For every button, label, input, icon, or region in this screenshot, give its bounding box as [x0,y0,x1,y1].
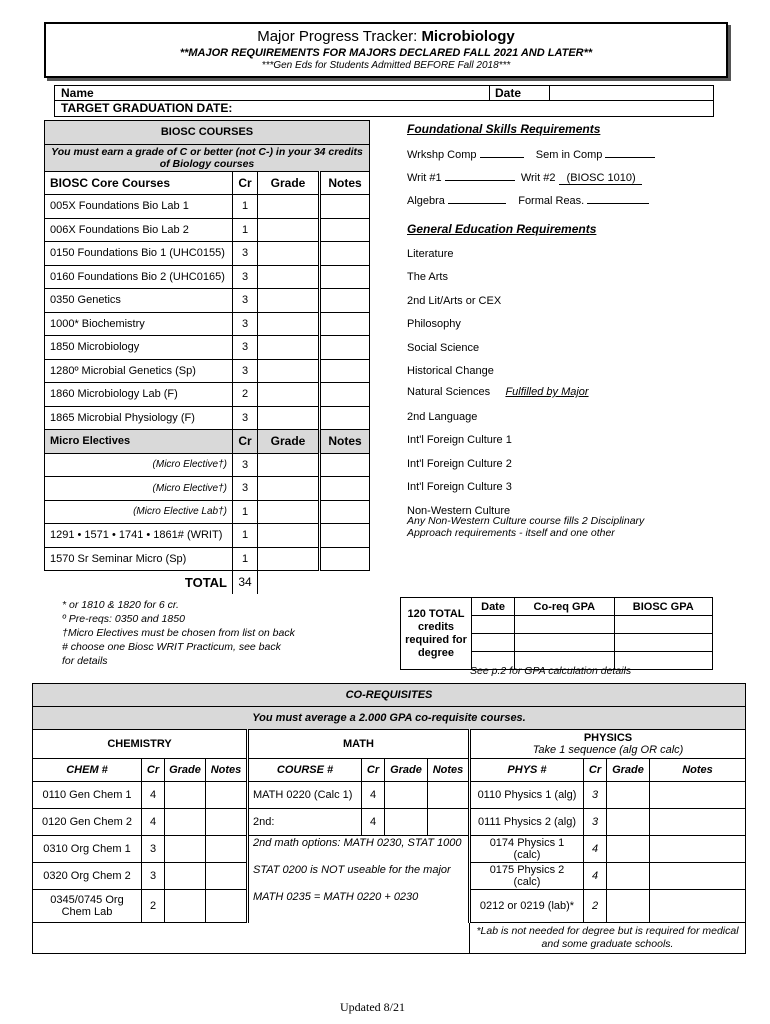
biosc-course-row [45,242,370,266]
notes-cell[interactable] [320,547,370,571]
grade-cell[interactable] [258,336,320,360]
grade-cell[interactable] [258,524,320,548]
gened-label: 2nd Language [407,411,478,423]
cr-header: Cr [233,171,258,195]
student-info-box [54,85,714,117]
chem-course: 0110 Gen Chem 1 [33,782,142,809]
grade-cell[interactable] [607,863,650,890]
page-title: Major Progress Tracker: Microbiology [257,28,515,45]
notes-cell[interactable] [320,477,370,501]
gpa-cell[interactable] [614,616,713,634]
course-credits: 3 [233,406,258,430]
formal-label: Formal Reas. [518,195,585,207]
core-header: BIOSC Core Courses [45,171,233,195]
notes-cell[interactable] [206,809,248,836]
notes-cell[interactable] [650,809,746,836]
grade-cell[interactable] [165,782,206,809]
chem-credits: 2 [142,890,165,923]
gened-item [407,432,516,446]
phys-credits: 3 [584,782,607,809]
writ2-value: (BIOSC 1010) [559,172,642,185]
gened-item [407,269,452,283]
coreq-subtitle: You must average a 2.000 GPA co-requisite courses. [33,707,746,730]
phys-course: 0174 Physics 1 (calc) [470,836,584,863]
course-name: 005X Foundations Bio Lab 1 [45,195,233,219]
coreq-row [33,890,746,923]
notes-cell[interactable] [320,524,370,548]
grade-header: Grade [258,430,320,454]
grade-cell[interactable] [607,782,650,809]
phys-course: 0175 Physics 2 (calc) [470,863,584,890]
biosc-course-row [45,477,370,501]
phys-course: 0111 Physics 2 (alg) [470,809,584,836]
course-credits: 3 [233,336,258,360]
grade-cell[interactable] [258,359,320,383]
grade-col-header: Grade [165,759,206,782]
cr-col-header: Cr [584,759,607,782]
footnote: # choose one Biosc WRIT Practicum, see back [62,641,281,653]
grade-cell[interactable] [385,809,428,836]
biosc-course-row [45,547,370,571]
course-name: 1000* Biochemistry [45,312,233,336]
notes-cell[interactable] [320,312,370,336]
name-label: Name [61,86,94,100]
footnote: for details [62,655,108,667]
phys-credits: 4 [584,863,607,890]
grade-cell[interactable] [385,782,428,809]
course-name: (Micro Elective†) [45,453,233,477]
biosc-course-row [45,218,370,242]
biosc-course-row [45,336,370,360]
grade-cell[interactable] [258,477,320,501]
wrkshp-label: Wrkshp Comp [407,149,477,161]
phys-col-header: PHYS # [470,759,584,782]
algebra-label: Algebra [407,195,445,207]
writ-row [407,170,642,184]
notes-cell[interactable] [320,265,370,289]
natural-value: Fulfilled by Major [505,386,589,398]
gened-title: General Education Requirements [407,222,597,236]
nonwestern-note: Any Non-Western Culture course fills 2 Disciplinary Approach requirements - itself and one other [407,515,645,539]
gened-item [407,409,481,423]
math-course: 2nd: [248,809,362,836]
chem-credits: 4 [142,809,165,836]
course-credits: 2 [233,383,258,407]
biosc-course-row [45,289,370,313]
gened-item [407,363,498,377]
course-credits: 3 [233,265,258,289]
grade-cell[interactable] [258,289,320,313]
gpa-cell[interactable] [515,616,614,634]
gpa-cell[interactable] [515,634,614,652]
notes-cell[interactable] [206,836,248,863]
notes-header: Notes [320,430,370,454]
notes-cell[interactable] [320,195,370,219]
footnote: * or 1810 & 1820 for 6 cr. [62,599,179,611]
biosc-course-row [45,312,370,336]
gened-item [407,246,457,260]
grade-cell[interactable] [165,836,206,863]
notes-cell[interactable] [320,406,370,430]
gened-label: Social Science [407,341,480,354]
grade-cell[interactable] [258,406,320,430]
phys-course: 0212 or 0219 (lab)* [470,890,584,923]
gened-label: Int'l Foreign Culture 1 [407,434,512,447]
grad-date-label: TARGET GRADUATION DATE: [61,101,233,115]
course-name: (Micro Elective†) [45,477,233,501]
total-label: TOTAL [45,571,233,594]
gened-label: 2nd Lit/Arts or CEX [407,294,502,307]
cr-col-header: Cr [142,759,165,782]
course-credits: 3 [233,312,258,336]
grade-cell[interactable] [258,312,320,336]
course-name: 1291 • 1571 • 1741 • 1861# (WRIT) [45,524,233,548]
notes-cell[interactable] [320,336,370,360]
notes-cell[interactable] [320,359,370,383]
gen-ed-note: ***Gen Eds for Students Admitted BEFORE Fall 2018*** [261,60,511,71]
notes-header: Notes [320,171,370,195]
grade-cell[interactable] [258,265,320,289]
grade-cell[interactable] [258,218,320,242]
foundational-title: Foundational Skills Requirements [407,122,601,136]
grade-col-header: Grade [385,759,428,782]
page-subtitle: **MAJOR REQUIREMENTS FOR MAJORS DECLARED FALL 2021 AND LATER** [179,47,593,59]
course-name: 1865 Microbial Physiology (F) [45,406,233,430]
header-box [44,22,728,78]
gened-item [407,456,516,470]
math-note: 2nd math options: MATH 0230, STAT 1000 [248,836,470,863]
course-credits: 1 [233,547,258,571]
biosc-course-row [45,500,370,524]
phys-course: 0110 Physics 1 (alg) [470,782,584,809]
natural-label: Natural Sciences [407,386,491,398]
writ2-label: Writ #2 [520,172,556,184]
updated-footer: Updated 8/21 [340,1000,405,1014]
chem-course: 0310 Org Chem 1 [33,836,142,863]
course-credits: 1 [233,500,258,524]
wrkshp-row [407,147,655,161]
course-credits: 1 [233,195,258,219]
chem-credits: 3 [142,863,165,890]
gened-label: Philosophy [407,318,461,331]
notes-cell[interactable] [320,218,370,242]
notes-cell[interactable] [320,383,370,407]
cr-header: Cr [233,430,258,454]
coreq-gpa-header: Co-req GPA [515,598,614,616]
biosc-course-row [45,265,370,289]
math-note: MATH 0235 = MATH 0220 + 0230 [248,890,470,923]
gened-item [407,293,505,307]
chem-course: 0345/0745 Org Chem Lab [33,890,142,923]
date-label: Date [495,86,522,100]
notes-cell[interactable] [650,863,746,890]
notes-cell[interactable] [320,289,370,313]
math-note: STAT 0200 is NOT useable for the major [248,863,470,890]
notes-cell[interactable] [428,809,470,836]
notes-cell[interactable] [206,782,248,809]
course-credits: 1 [233,218,258,242]
biosc-table [44,120,370,594]
notes-cell[interactable] [320,453,370,477]
phys-subtitle: Take 1 sequence (alg OR calc) [532,744,684,756]
notes-col-header: Notes [206,759,248,782]
course-col-header: COURSE # [248,759,362,782]
chem-credits: 4 [142,782,165,809]
chem-course: 0320 Org Chem 2 [33,863,142,890]
course-name: 0150 Foundations Bio 1 (UHC0155) [45,242,233,266]
course-name: (Micro Elective Lab†) [45,500,233,524]
notes-cell[interactable] [206,863,248,890]
notes-cell[interactable] [650,782,746,809]
grade-requirement-note: You must earn a grade of C or better (not C-) in your 34 credits of Biology courses [45,144,370,171]
gpa-note: See p.2 for GPA calculation details [470,665,632,677]
phys-title-cell [470,730,746,759]
coreq-table [32,683,746,954]
math-title: MATH [248,730,470,759]
chem-col-header: CHEM # [33,759,142,782]
gened-label: Literature [407,248,454,260]
course-credits: 3 [233,242,258,266]
gpa-cell[interactable] [614,634,713,652]
footnote: †Micro Electives must be chosen from list on back [62,627,295,639]
algebra-row [407,193,649,207]
chem-course: 0120 Gen Chem 2 [33,809,142,836]
course-credits: 3 [233,453,258,477]
notes-cell[interactable] [320,500,370,524]
gened-item [407,340,483,354]
gened-item [407,479,516,493]
grade-cell[interactable] [258,500,320,524]
grade-cell[interactable] [165,809,206,836]
phys-credits: 3 [584,809,607,836]
biosc-footnotes [62,598,295,668]
notes-cell[interactable] [320,242,370,266]
biosc-course-row [45,406,370,430]
coreq-row [33,782,746,809]
biosc-title: BIOSC COURSES [45,121,370,145]
electives-header: Micro Electives [45,430,233,454]
course-credits: 1 [233,524,258,548]
writ1-label: Writ #1 [407,172,442,184]
coreq-row [33,863,746,890]
course-name: 1860 Microbiology Lab (F) [45,383,233,407]
math-credits: 4 [362,809,385,836]
chem-title: CHEMISTRY [33,730,248,759]
course-name: 1570 Sr Seminar Micro (Sp) [45,547,233,571]
biosc-course-row [45,195,370,219]
grade-cell[interactable] [165,890,206,923]
grade-cell[interactable] [258,195,320,219]
course-credits: 3 [233,359,258,383]
biosc-gpa-header: BIOSC GPA [614,598,713,616]
biosc-course-row [45,524,370,548]
grade-cell[interactable] [258,547,320,571]
coreq-row [33,836,746,863]
coreq-row [33,809,746,836]
gpa-cell[interactable] [472,616,515,634]
course-name: 1850 Microbiology [45,336,233,360]
course-name: 0350 Genetics [45,289,233,313]
course-credits: 3 [233,477,258,501]
biosc-course-row [45,383,370,407]
gened-label: Historical Change [407,365,494,377]
grade-col-header: Grade [607,759,650,782]
course-name: 0160 Foundations Bio 2 (UHC0165) [45,265,233,289]
gpa-date-header: Date [472,598,515,616]
phys-credits: 4 [584,836,607,863]
gened-item [407,316,465,330]
biosc-course-row [45,453,370,477]
gened-label: Int'l Foreign Culture 3 [407,481,512,494]
notes-col-header: Notes [650,759,746,782]
sem-label: Sem in Comp [535,149,603,161]
cr-col-header: Cr [362,759,385,782]
notes-cell[interactable] [650,890,746,923]
gpa-table [400,597,713,670]
chem-credits: 3 [142,836,165,863]
grade-cell[interactable] [165,863,206,890]
notes-cell[interactable] [650,836,746,863]
grade-cell[interactable] [258,453,320,477]
phys-credits: 2 [584,890,607,923]
gpa-cell[interactable] [472,634,515,652]
course-name: 006X Foundations Bio Lab 2 [45,218,233,242]
coreq-title: CO-REQUISITES [33,684,746,707]
grade-cell[interactable] [258,242,320,266]
math-credits: 4 [362,782,385,809]
gened-label: The Arts [407,271,448,284]
lab-note: *Lab is not needed for degree but is required for medical and some graduate schools. [470,923,746,954]
notes-cell[interactable] [206,890,248,923]
grade-header: Grade [258,171,320,195]
gened-label: Non-Western Culture [407,504,511,517]
grade-cell[interactable] [258,383,320,407]
notes-cell[interactable] [428,782,470,809]
phys-title: PHYSICS [583,732,633,744]
natural-sciences-row [407,386,589,398]
footnote: º Pre-reqs: 0350 and 1850 [62,613,185,625]
total-credits-label: 120 TOTAL credits required for degree [401,598,472,670]
grade-cell[interactable] [607,836,650,863]
course-credits: 3 [233,289,258,313]
course-name: 1280º Microbial Genetics (Sp) [45,359,233,383]
total-value: 34 [233,571,258,594]
biosc-course-row [45,359,370,383]
math-course: MATH 0220 (Calc 1) [248,782,362,809]
gened-label: Int'l Foreign Culture 2 [407,457,512,470]
grade-cell[interactable] [607,809,650,836]
grade-cell[interactable] [607,890,650,923]
notes-col-header: Notes [428,759,470,782]
